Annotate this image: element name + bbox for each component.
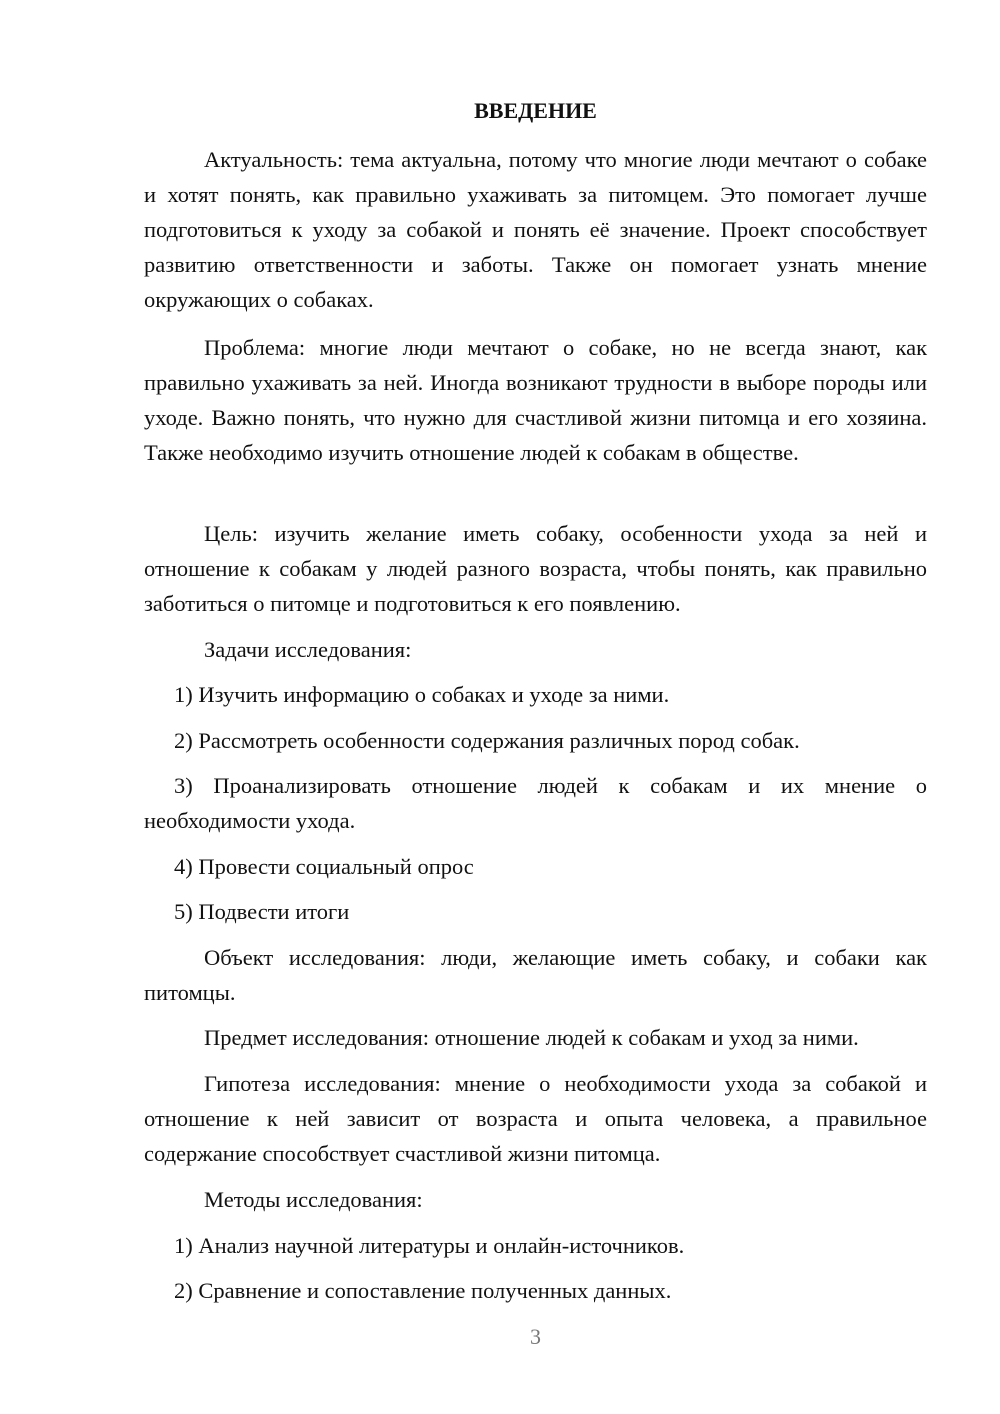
methods-title: Методы исследования: [204, 1187, 423, 1212]
hypothesis-paragraph: Гипотеза исследования: мнение о необходимости ухода за собакой и отношение к ней зависит от возраста и опыта человека, а правильное содержание способствует счастливой жизни питомца. [144, 1071, 927, 1166]
tasks-title: Задачи исследования: [204, 637, 412, 662]
method-item-1: 1) Анализ научной литературы и онлайн-источников. [174, 1233, 685, 1258]
subject-paragraph: Предмет исследования: отношение людей к собакам и уход за ними. [204, 1025, 859, 1050]
goal-paragraph: Цель: изучить желание иметь собаку, особенности ухода за ней и отношение к собакам у людей разного возраста, чтобы понять, как правильно заботиться о питомце и подготовиться к его появлению. [144, 521, 927, 616]
task-item-2: 2) Рассмотреть особенности содержания различных пород собак. [174, 728, 800, 753]
task-item-1: 1) Изучить информацию о собаках и уходе за ними. [174, 682, 670, 707]
task-item-4: 4) Провести социальный опрос [174, 854, 474, 879]
page-number: 3 [530, 1324, 541, 1349]
problem-paragraph: Проблема: многие люди мечтают о собаке, но не всегда знают, как правильно ухаживать за ней. Иногда возникают трудности в выборе породы или уходе. Важно понять, что нужно для счастливой жизни питомца и его хозяина. Также необходимо изучить отношение людей к собакам в обществе. [144, 335, 927, 465]
section-heading: ВВЕДЕНИЕ [474, 98, 597, 123]
task-item-5: 5) Подвести итоги [174, 899, 350, 924]
object-paragraph: Объект исследования: люди, желающие иметь собаку, и собаки как питомцы. [144, 945, 927, 1005]
method-item-2: 2) Сравнение и сопоставление полученных данных. [174, 1278, 672, 1303]
task-item-3: 3) Проанализировать отношение людей к собакам и их мнение о необходимости ухода. [144, 773, 927, 833]
relevance-paragraph: Актуальность: тема актуальна, потому что многие люди мечтают о собаке и хотят понять, как правильно ухаживать за питомцем. Это помогает лучше подготовиться к уходу за собакой и понять её значение. Проект способствует развитию ответственности и заботы. Также он помогает узнать мнение окружающих о собаках. [144, 147, 927, 312]
